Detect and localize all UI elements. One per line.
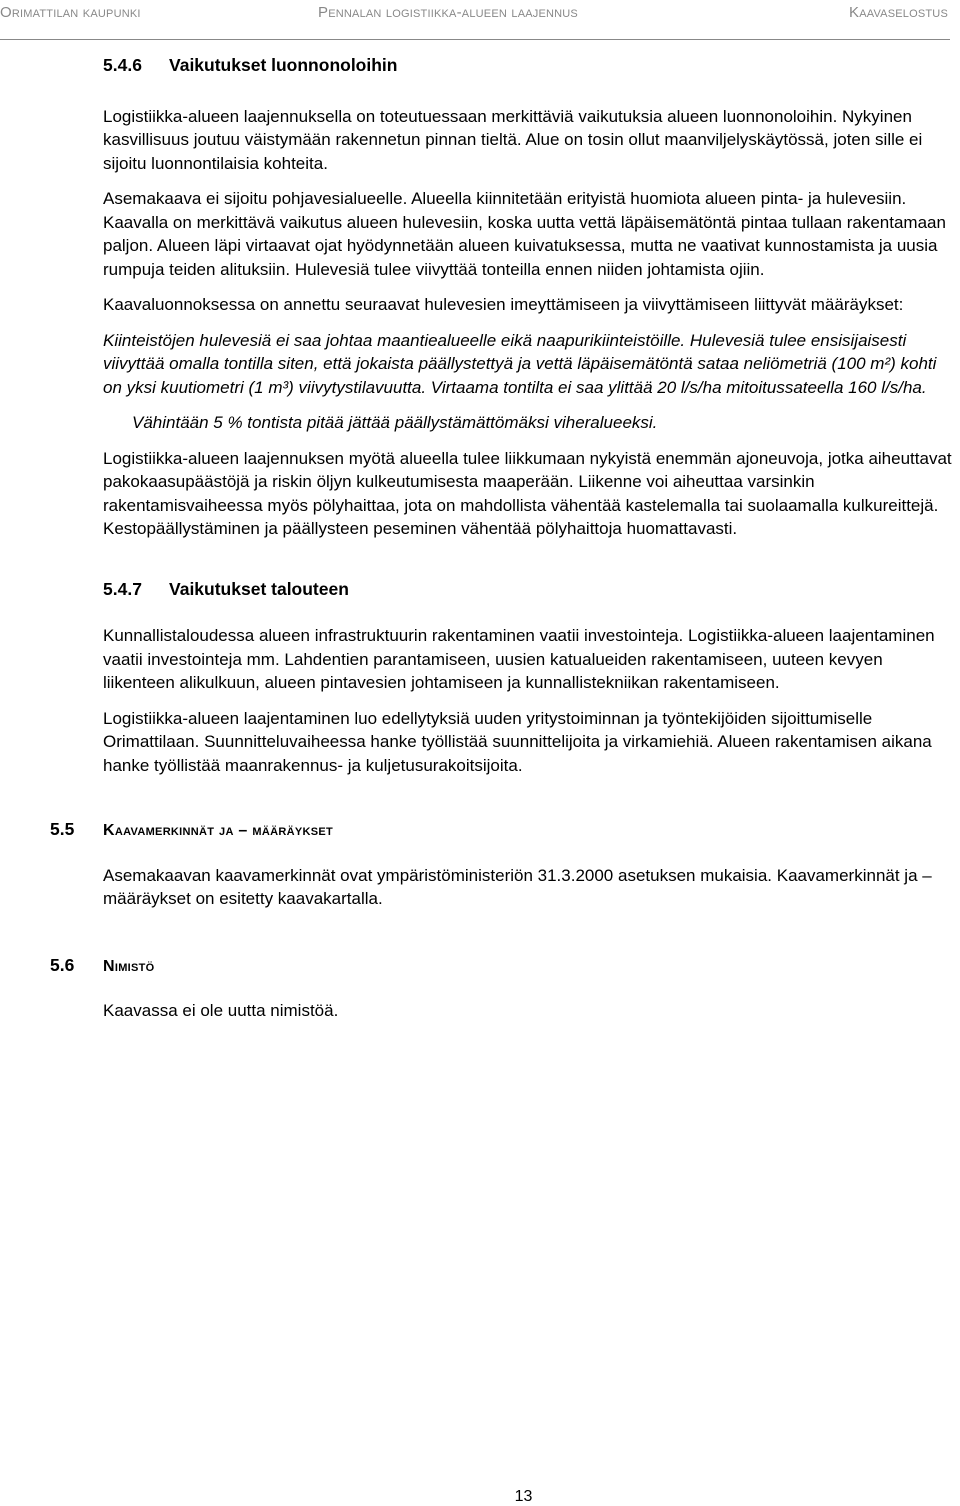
paragraph: Kaavaluonnoksessa on annettu seuraavat hulevesien imeyttämiseen ja viivyttämiseen liittyvät määräykset: <box>103 295 904 314</box>
heading-title: Vaikutukset talouteen <box>169 578 349 599</box>
paragraph: Kaavassa ei ole uutta nimistöä. <box>103 1001 339 1020</box>
heading-5-4-6 <box>103 54 955 78</box>
paragraph: Asemakaava ei sijoitu pohjavesialueelle. Alueella kiinnitetään erityistä huomiota alueen pinta- ja hulevesiin. Kaavalla on merkittävä vaikutus alueen hulevesiin, koska uutta vettä läpäisemätöntä pintaa tullaan rakentamaan paljon. Alueen läpi virtaavat ojat hyödynnetään alueen kuivatuksessa, mutta ne vaativat kunnostamista ja uusia rumpuja teiden alituksiin. Hulevesiä tulee viivyttää tonteilla ennen niiden johtamista ojiin. <box>103 189 946 279</box>
page-number: 13 <box>514 1488 533 1505</box>
paragraph: Logistiikka-alueen laajennuksella on toteutuessaan merkittäviä vaikutuksia alueen luonnonoloihin. Nykyinen kasvillisuus joutuu väistymään rakennetun pinnan tieltä. Alue on tosin ollut maanviljelyskäytössä, joten sille ei sijoitu luonnontilaisia kohteita. <box>103 106 923 173</box>
header-organization: Orimattilan kaupunki <box>0 4 141 21</box>
page-body <box>50 52 955 1023</box>
paragraph: Asemakaavan kaavamerkinnät ovat ympäristöministeriön 31.3.2000 asetuksen mukaisia. Kaavamerkinnät ja – määräykset on esitetty kaavakartalla. <box>103 865 932 908</box>
paragraph: Logistiikka-alueen laajennuksen myötä alueella tulee liikkumaan nykyistä enemmän ajoneuvoja, jotka aiheuttavat pakokaasupäästöjä ja riskin öljyn kulkeutumisesta maaperään. Liikenne voi aiheuttaa varsinkin rakentamisvaiheessa myös pölyhaittaa, jota on mahdollista vähentää kastelemalla tai suolaamalla kulkureittejä. Kestopäällystäminen ja päällysteen peseminen vähentää pölyhaittoja huomattavasti. <box>103 448 952 538</box>
heading-number: 5.4.7 <box>103 578 142 599</box>
heading-number: 5.6 <box>50 954 75 975</box>
paragraph: Logistiikka-alueen laajentaminen luo edellytyksiä uuden yritystoiminnan ja työntekijöiden sijoittumiselle Orimattilaan. Suunnitteluvaiheessa hanke työllistää suunnittelijoita ja virkamiehiä. Alueen rakentamisen aikana hanke työllistää maanrakennus- ja kuljetusurakoitsijoita. <box>103 708 932 775</box>
heading-5-6 <box>50 954 955 979</box>
header-document-type: Kaavaselostus <box>848 4 948 21</box>
heading-number: 5.5 <box>50 819 75 839</box>
heading-5-5 <box>50 818 955 843</box>
heading-5-4-7 <box>103 578 955 602</box>
heading-title: Vaikutukset luonnonoloihin <box>169 55 398 75</box>
heading-title: Kaavamerkinnät ja – määräykset <box>103 822 333 839</box>
regulation-quote: Vähintään 5 % tontista pitää jättää päällystämättömäksi viheralueeksi. <box>132 413 658 432</box>
header-divider <box>0 39 950 40</box>
page-header <box>0 0 960 40</box>
paragraph: Kunnallistaloudessa alueen infrastruktuurin rakentaminen vaatii investointeja. Logistiikka-alueen laajentaminen vaatii investointeja mm. Lahdentien parantamiseen, uusien katualueiden rakentamiseen, uuteen kevyen liikenteen alikulkuun, alueen pintavesien johtamiseen ja kunnallistekniikan rakentamiseen. <box>103 626 935 692</box>
regulation-quote: Kiinteistöjen hulevesiä ei saa johtaa maantiealueelle eikä naapurikiinteistöille. Hulevesiä tulee ensisijaisesti viivyttää omalla tontilla siten, että jokaista päällystettyä ja vettä läpäisemätöntä sataa neliömetriä (100 m²) kohti on yksi kuutiometri (1 m³) viivytystilavuutta. Virtaama tontilta ei saa ylittää 20 l/s/ha mitoitussateella 160 l/s/ha. <box>103 330 937 397</box>
header-project: Pennalan logistiikka-alueen laajennus <box>318 4 578 21</box>
heading-title: Nimistö <box>103 957 155 975</box>
heading-number: 5.4.6 <box>103 55 142 75</box>
